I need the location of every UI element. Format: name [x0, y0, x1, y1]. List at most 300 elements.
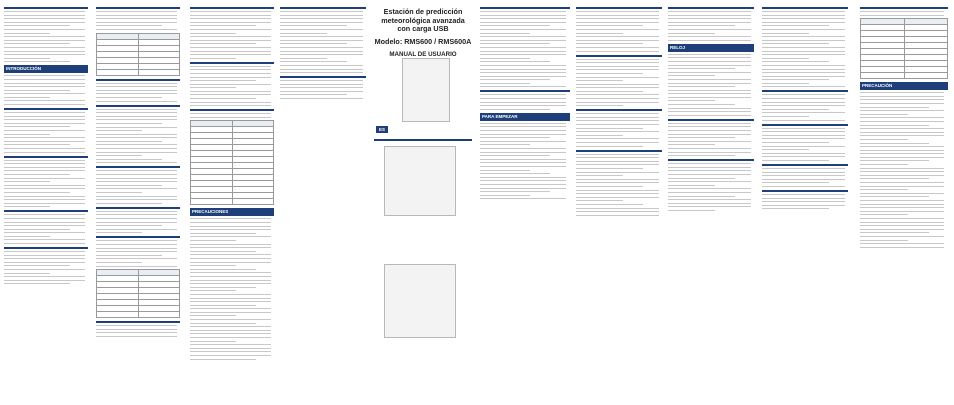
- text-line: [860, 146, 944, 147]
- text-line: [190, 18, 271, 19]
- text-line: [96, 325, 177, 326]
- text-line: [190, 69, 271, 70]
- text-line: [280, 65, 363, 66]
- text-line: [96, 130, 142, 131]
- text-line: [96, 211, 177, 212]
- text-line: [96, 116, 177, 117]
- text-line: [96, 262, 142, 263]
- text-line: [860, 153, 944, 154]
- column-8: [668, 4, 754, 401]
- text-line: [762, 76, 845, 77]
- text-line: [480, 195, 530, 196]
- text-line: [762, 79, 829, 80]
- text-line: [4, 196, 85, 197]
- text-line: [190, 33, 236, 34]
- text-line: [576, 87, 659, 88]
- text-line: [96, 244, 177, 245]
- text-line: [480, 159, 566, 160]
- section-body: [668, 163, 754, 211]
- column-3: [190, 4, 274, 401]
- text-line: [480, 72, 566, 73]
- text-line: [668, 22, 751, 23]
- text-line: [576, 77, 659, 78]
- text-line: [96, 251, 177, 252]
- text-line: [576, 179, 659, 180]
- text-line: [860, 143, 929, 144]
- text-line: [762, 36, 845, 37]
- text-line: [4, 170, 85, 171]
- text-line: [190, 233, 256, 234]
- text-line: [96, 225, 162, 226]
- text-line: [96, 258, 177, 259]
- text-line: [190, 247, 271, 248]
- text-line: [576, 102, 659, 103]
- text-line: [96, 266, 177, 267]
- text-line: [190, 326, 271, 327]
- text-line: [480, 166, 566, 167]
- text-line: [4, 276, 85, 277]
- text-line: [480, 180, 566, 181]
- text-line: [762, 102, 845, 103]
- text-line: [668, 185, 715, 186]
- table-cell: [191, 199, 233, 205]
- section-header: [480, 7, 570, 9]
- text-line: [860, 196, 929, 197]
- section-body: [190, 66, 274, 107]
- text-line: [668, 188, 751, 189]
- text-line: [280, 36, 363, 37]
- text-line: [96, 119, 177, 120]
- text-line: [190, 29, 271, 30]
- text-line: [576, 193, 659, 194]
- text-line: [280, 58, 327, 59]
- text-line: [480, 43, 550, 44]
- text-line: [480, 126, 566, 127]
- text-line: [762, 208, 829, 209]
- text-line: [190, 301, 271, 302]
- section-header: [860, 7, 948, 9]
- text-line: [576, 131, 659, 132]
- text-line: [96, 255, 162, 256]
- table-cell: [232, 199, 274, 205]
- text-line: [280, 33, 327, 34]
- text-line: [190, 11, 271, 12]
- text-line: [280, 61, 347, 62]
- text-line: [762, 205, 845, 206]
- text-line: [280, 29, 363, 30]
- text-line: [762, 160, 829, 161]
- text-line: [576, 164, 659, 165]
- text-line: [668, 181, 751, 182]
- text-line: [4, 58, 50, 59]
- text-line: [576, 138, 659, 139]
- text-line: [576, 25, 643, 26]
- section-body: [480, 11, 570, 87]
- text-line: [762, 109, 829, 110]
- text-line: [576, 33, 623, 34]
- text-line: [190, 15, 271, 16]
- text-line: [4, 130, 85, 131]
- text-line: [762, 47, 845, 48]
- text-line: [190, 218, 271, 219]
- column-9: [762, 4, 848, 401]
- text-line: [668, 97, 751, 98]
- text-line: [280, 47, 363, 48]
- text-line: [480, 155, 550, 156]
- text-line: [668, 54, 751, 55]
- text-line: [576, 175, 623, 176]
- section-header: RELOJ: [668, 44, 754, 52]
- text-line: [668, 199, 751, 200]
- text-line: [4, 222, 85, 223]
- text-line: [576, 47, 659, 48]
- text-line: [4, 100, 85, 101]
- text-line: [4, 167, 85, 168]
- text-line: [668, 134, 751, 135]
- text-line: [4, 269, 85, 270]
- text-line: [860, 110, 944, 111]
- section-header: PRECAUCIÓN: [860, 82, 948, 90]
- text-line: [96, 101, 177, 102]
- text-line: [576, 40, 659, 41]
- text-line: [668, 108, 751, 109]
- text-line: [280, 11, 363, 12]
- text-line: [668, 123, 751, 124]
- text-line: [480, 11, 566, 12]
- text-line: [4, 29, 85, 30]
- text-line: [762, 61, 829, 62]
- text-line: [480, 184, 566, 185]
- text-line: [96, 232, 142, 233]
- text-line: [860, 125, 929, 126]
- text-line: [668, 40, 751, 41]
- text-line: [190, 280, 271, 281]
- text-line: [668, 61, 751, 62]
- text-line: [860, 218, 944, 219]
- text-line: [860, 132, 944, 133]
- text-line: [96, 336, 177, 337]
- text-line: [4, 141, 85, 142]
- text-line: [762, 146, 845, 147]
- text-line: [860, 175, 944, 176]
- section-table: [96, 269, 180, 318]
- column-10: [860, 4, 948, 401]
- text-line: [480, 98, 566, 99]
- column-6: [480, 4, 570, 401]
- text-line: [4, 43, 70, 44]
- text-line: [860, 204, 944, 205]
- text-line: [668, 210, 715, 211]
- text-line: [762, 168, 845, 169]
- text-line: [96, 86, 177, 87]
- text-line: [576, 128, 643, 129]
- cover-section-header: [374, 139, 472, 141]
- text-line: [4, 15, 85, 16]
- language-tab: ES: [376, 126, 388, 133]
- text-line: [576, 124, 659, 125]
- section-body: [576, 154, 662, 216]
- text-line: [96, 162, 177, 163]
- section-header: [190, 109, 274, 111]
- section-header: [4, 210, 88, 212]
- text-line: [480, 47, 566, 48]
- text-line: [860, 150, 944, 151]
- section-body: [480, 123, 570, 199]
- text-line: [576, 105, 623, 106]
- text-line: [860, 236, 944, 237]
- text-line: [762, 29, 845, 30]
- text-line: [4, 181, 50, 182]
- section-header: [96, 79, 180, 81]
- text-line: [668, 130, 751, 131]
- text-line: [280, 43, 347, 44]
- text-line: [860, 117, 944, 118]
- text-line: [762, 65, 845, 66]
- text-line: [576, 190, 659, 191]
- section-body: [4, 251, 88, 284]
- text-line: [860, 211, 944, 212]
- text-line: [480, 29, 566, 30]
- text-line: [668, 33, 715, 34]
- section-header: [762, 90, 848, 92]
- text-line: [190, 258, 271, 259]
- section-header: [96, 236, 180, 238]
- text-line: [576, 146, 643, 147]
- product-image: [402, 58, 450, 122]
- text-line: [190, 102, 271, 103]
- text-line: [576, 98, 659, 99]
- text-line: [190, 283, 271, 284]
- text-line: [576, 211, 659, 212]
- text-line: [4, 116, 85, 117]
- text-line: [762, 116, 809, 117]
- text-line: [480, 94, 566, 95]
- section-header: [576, 55, 662, 57]
- text-line: [96, 192, 142, 193]
- text-line: [190, 276, 271, 277]
- text-line: [190, 312, 271, 313]
- section-body: [762, 194, 848, 209]
- text-line: [860, 186, 944, 187]
- text-line: [668, 126, 751, 127]
- text-line: [96, 185, 162, 186]
- text-line: [480, 170, 530, 171]
- section-header: [96, 207, 180, 209]
- text-line: [576, 168, 643, 169]
- text-line: [480, 18, 566, 19]
- cover-title: Estación de predicción meteorológica avanzada con carga USB: [381, 7, 465, 34]
- text-line: [480, 198, 566, 199]
- text-line: [96, 22, 177, 23]
- text-line: [190, 344, 271, 345]
- text-line: [190, 87, 236, 88]
- text-line: [4, 93, 85, 94]
- text-line: [480, 105, 566, 106]
- section-header: [576, 109, 662, 111]
- text-line: [668, 18, 751, 19]
- text-line: [96, 127, 177, 128]
- text-line: [860, 160, 929, 161]
- text-line: [480, 54, 566, 55]
- text-line: [762, 112, 845, 113]
- text-line: [96, 159, 162, 160]
- section-body: [762, 11, 848, 87]
- text-line: [860, 96, 944, 97]
- table-cell: [97, 312, 139, 318]
- text-line: [668, 111, 751, 112]
- text-line: [96, 148, 177, 149]
- text-line: [190, 244, 271, 245]
- text-line: [576, 43, 643, 44]
- section-body: [576, 113, 662, 146]
- text-line: [4, 47, 85, 48]
- text-line: [190, 36, 271, 37]
- text-line: [4, 160, 85, 161]
- text-line: [576, 18, 659, 19]
- text-line: [96, 18, 177, 19]
- text-line: [762, 194, 845, 195]
- text-line: [280, 22, 363, 23]
- text-line: [860, 178, 929, 179]
- text-line: [4, 273, 50, 274]
- section-body: [280, 11, 366, 73]
- text-line: [668, 155, 735, 156]
- text-line: [4, 262, 85, 263]
- text-line: [280, 15, 363, 16]
- text-line: [4, 232, 85, 233]
- text-line: [860, 139, 908, 140]
- text-line: [860, 107, 929, 108]
- text-line: [668, 104, 735, 105]
- text-line: [762, 105, 845, 106]
- text-line: [190, 91, 271, 92]
- text-line: [96, 329, 177, 330]
- section-body: [96, 109, 180, 164]
- text-line: [190, 43, 256, 44]
- section-header: [96, 105, 180, 107]
- section-header: [4, 108, 88, 110]
- section-body: [576, 11, 662, 52]
- text-line: [762, 131, 845, 132]
- text-line: [190, 337, 271, 338]
- text-line: [860, 103, 944, 104]
- text-line: [576, 59, 659, 60]
- text-line: [762, 40, 845, 41]
- text-line: [762, 94, 845, 95]
- text-line: [190, 66, 271, 67]
- text-line: [4, 137, 85, 138]
- section-body: [4, 75, 88, 105]
- text-line: [668, 36, 751, 37]
- text-line: [96, 203, 162, 204]
- text-line: [576, 204, 643, 205]
- text-line: [860, 240, 908, 241]
- text-line: [762, 83, 809, 84]
- text-line: [190, 294, 271, 295]
- text-line: [190, 80, 256, 81]
- section-body: [576, 59, 662, 107]
- text-line: [480, 51, 566, 52]
- section-table: [860, 18, 948, 79]
- text-line: [4, 258, 85, 259]
- text-line: [96, 155, 142, 156]
- section-header: [4, 156, 88, 158]
- section-body: [762, 128, 848, 161]
- text-line: [762, 120, 845, 121]
- text-line: [4, 236, 50, 237]
- text-line: [762, 18, 845, 19]
- text-line: [480, 148, 566, 149]
- text-line: [762, 11, 845, 12]
- text-line: [4, 86, 85, 87]
- text-line: [762, 15, 845, 16]
- text-line: [480, 83, 530, 84]
- text-line: [860, 168, 944, 169]
- text-line: [762, 128, 845, 129]
- text-line: [480, 152, 566, 153]
- text-line: [96, 229, 177, 230]
- text-line: [190, 269, 256, 270]
- text-line: [480, 102, 566, 103]
- text-line: [668, 72, 751, 73]
- text-line: [96, 222, 177, 223]
- text-line: [668, 11, 751, 12]
- text-line: [96, 134, 177, 135]
- text-line: [190, 305, 256, 306]
- text-line: [576, 91, 643, 92]
- text-line: [480, 61, 550, 62]
- section-body: [96, 11, 180, 30]
- cover-column: [374, 4, 472, 401]
- text-line: [762, 72, 845, 73]
- section-header: [4, 247, 88, 249]
- text-line: [190, 341, 236, 342]
- text-line: [576, 113, 659, 114]
- text-line: [576, 215, 659, 216]
- text-line: [860, 229, 944, 230]
- section-header: [190, 7, 274, 9]
- text-line: [576, 22, 659, 23]
- cover-manual: MANUAL DE USUARIO: [389, 51, 457, 59]
- text-line: [480, 134, 566, 135]
- table-cell: [97, 69, 139, 75]
- text-line: [762, 69, 845, 70]
- text-line: [762, 201, 845, 202]
- text-line: [576, 117, 659, 118]
- section-body: [480, 94, 570, 109]
- table-cell: [861, 73, 905, 79]
- text-line: [190, 84, 271, 85]
- device-back-diagram: [384, 264, 456, 338]
- text-line: [280, 51, 363, 52]
- text-line: [860, 99, 944, 100]
- text-line: [96, 93, 177, 94]
- text-line: [576, 29, 659, 30]
- text-line: [480, 40, 566, 41]
- text-line: [668, 15, 751, 16]
- text-line: [190, 287, 256, 288]
- section-header: [480, 90, 570, 92]
- section-header: [668, 159, 754, 161]
- text-line: [4, 163, 85, 164]
- text-line: [190, 290, 236, 291]
- text-line: [860, 182, 944, 183]
- text-line: [860, 11, 944, 12]
- text-line: [4, 283, 70, 284]
- text-line: [762, 179, 845, 180]
- text-line: [762, 142, 829, 143]
- text-line: [576, 80, 623, 81]
